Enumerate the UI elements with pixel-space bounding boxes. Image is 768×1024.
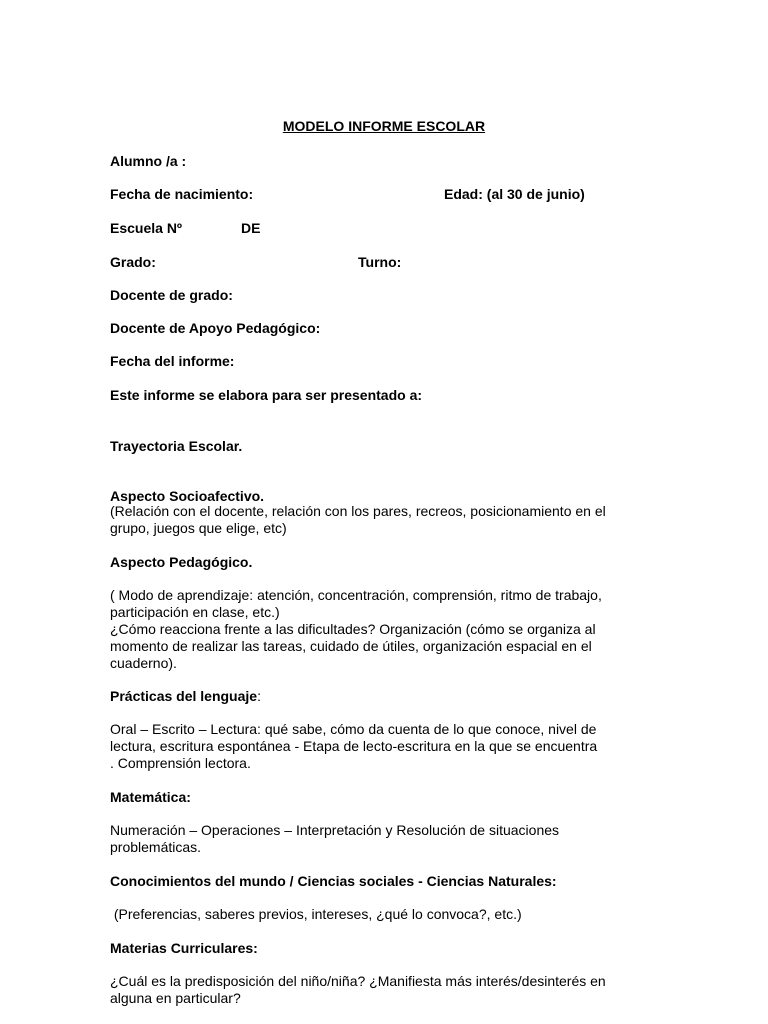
section-mundo-heading: Conocimientos del mundo / Ciencias sociales - Ciencias Naturales: <box>110 873 557 889</box>
field-turno: Turno: <box>358 254 402 270</box>
paragraph-line: ¿Cómo reacciona frente a las dificultades? Organización (cómo se organiza al <box>110 621 596 637</box>
paragraph-line: alguna en particular? <box>110 990 241 1006</box>
paragraph-line: (Preferencias, saberes previos, intereses, ¿qué lo convoca?, etc.) <box>110 906 522 922</box>
section-trayectoria: Trayectoria Escolar. <box>110 438 243 454</box>
field-docente-grado: Docente de grado: <box>110 287 233 303</box>
field-edad: Edad: (al 30 de junio) <box>444 186 585 202</box>
paragraph-line: ¿Cuál es la predisposición del niño/niña? ¿Manifiesta más interés/desinterés en <box>110 973 606 989</box>
field-docente-apoyo: Docente de Apoyo Pedagógico: <box>110 320 321 336</box>
document-title: MODELO INFORME ESCOLAR <box>282 118 486 134</box>
field-escuela: Escuela Nº <box>110 220 183 236</box>
section-lenguaje-heading-text: Prácticas del lenguaje <box>110 688 258 704</box>
section-socioafectivo-text <box>110 503 670 537</box>
paragraph-line: ( Modo de aprendizaje: atención, concentración, comprensión, ritmo de trabajo, <box>110 587 602 603</box>
paragraph-line: participación en clase, etc.) <box>110 604 280 620</box>
section-matematica-heading: Matemática: <box>110 789 191 805</box>
field-grado: Grado: <box>110 254 156 270</box>
field-de: DE <box>241 220 261 236</box>
paragraph-line: Oral – Escrito – Lectura: qué sabe, cómo da cuenta de lo que conoce, nivel de <box>110 721 597 737</box>
section-socioafectivo-heading: Aspecto Socioafectivo. <box>110 488 265 504</box>
paragraph-line: cuaderno). <box>110 655 177 671</box>
section-materias-text <box>110 973 670 1007</box>
paragraph-line: (Relación con el docente, relación con los pares, recreos, posicionamiento en el <box>110 503 606 519</box>
paragraph-line: Numeración – Operaciones – Interpretación y Resolución de situaciones <box>110 822 560 838</box>
field-alumno: Alumno /a : <box>110 153 187 169</box>
section-pedagogico-text <box>110 587 670 672</box>
section-matematica-text <box>110 822 670 856</box>
paragraph-line: lectura, escritura espontánea - Etapa de lecto-escritura en la que se encuentra <box>110 738 598 754</box>
section-pedagogico-heading: Aspecto Pedagógico. <box>110 554 253 570</box>
field-fecha-informe: Fecha del informe: <box>110 353 235 369</box>
paragraph-line: momento de realizar las tareas, cuidado de útiles, organización espacial en el <box>110 638 592 654</box>
section-materias-heading: Materias Curriculares: <box>110 940 258 956</box>
section-lenguaje-colon: : <box>257 688 261 704</box>
field-fecha-nacimiento: Fecha de nacimiento: <box>110 186 254 202</box>
section-lenguaje-heading <box>110 687 261 705</box>
paragraph-line: . Comprensión lectora. <box>110 755 251 771</box>
paragraph-line: grupo, juegos que elige, etc) <box>110 520 287 536</box>
field-presentado: Este informe se elabora para ser presentado a: <box>110 387 423 403</box>
section-lenguaje-text <box>110 721 670 772</box>
paragraph-line: problemáticas. <box>110 839 202 855</box>
section-mundo-text <box>110 906 670 923</box>
